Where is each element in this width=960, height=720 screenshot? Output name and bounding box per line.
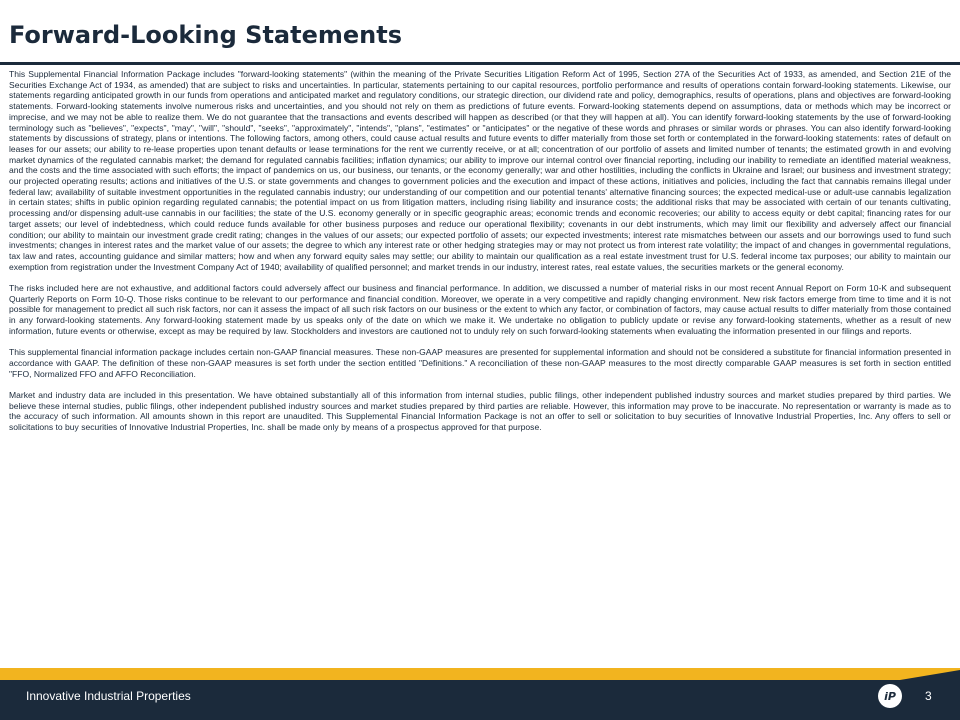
title-divider xyxy=(0,62,960,65)
footer-gold-stripe xyxy=(0,668,960,680)
paragraph-market-data: Market and industry data are included in this presentation. We have obtained substantially all of this information from internal studies, public filings, other independent published industry sources and market studies prepared by third parties. We believe these internal studies, public filings, other independent published industry sources and market studies prepared by third parties are reliable. However, this information may prove to be inaccurate. No representation or warranty is made as to the accuracy of such information. All amounts shown in this report are unaudited. This Supplemental Financial Information Package is not an offer to sell or solicitation to buy securities of Innovative Industrial Properties, Inc. Any offers to sell or solicitations to buy securities of Innovative Industrial Properties, Inc. shall be made only by means of a prospectus approved for that purpose. xyxy=(9,390,951,433)
footer-company-name: Innovative Industrial Properties xyxy=(26,689,191,703)
paragraph-forward-looking: This Supplemental Financial Information Package includes "forward-looking statements" (within the meaning of the Private Securities Litigation Reform Act of 1995, Section 27A of the Securities Act of 1933, as amended, and Section 21E of the Securities Exchange Act of 1934, as amended) that are subject to risks and uncertainties. In particular, statements pertaining to our capital resources, portfolio performance and results of operations contain forward-looking statements. Likewise, our statements regarding anticipated growth in our funds from operations and anticipated market and regulatory conditions, our strategic direction, our dividend rate and policy, demographics, results of operations, plans and objectives are forward-looking statements. Forward-looking statements involve numerous risks and uncertainties, and you should not rely on them as predictions of future events. Forward-looking statements depend on assumptions, data or methods which may be incorrect or imprecise, and we may not be able to realize them. We do not guarantee that the transactions and events described will happen as described (or that they will happen at all). You can identify forward-looking statements by the use of forward-looking terminology such as "believes", "expects", "may", "will", "should", "seeks", "approximately", "intends", "plans", "estimates" or "anticipates" or the negative of these words and phrases or similar words or phrases. You can also identify forward-looking statements by discussions of strategy, plans or intentions. The following factors, among others, could cause actual results and future events to differ materially from those set forth or contemplated in the forward-looking statements: rates of default on leases for our assets; our ability to re-lease properties upon tenant defaults or lease terminations for the rent we currently receive, or at all; concentration of our portfolio of assets and limited number of tenants; the estimated growth in and evolving market dynamics of the regulated cannabis market; the demand for regulated cannabis facilities; inflation dynamics; our ability to improve our internal control over financial reporting, including our inability to remediate an identified material weakness, and the costs and the time associated with such efforts; the impact of pandemics on us, our business, our tenants, or the economy generally; war and other hostilities, including the conflicts in Ukraine and Israel; our business and investment strategy; our projected operating results; actions and initiatives of the U.S. or state governments and changes to government policies and the execution and impact of these actions, initiatives and policies, including the fact that cannabis remains illegal under federal law; availability of suitable investment opportunities in the regulated cannabis industry; our understanding of our competition and our potential tenants' alternative financing sources; the expected medical-use or adult-use cannabis legalization in certain states; shifts in public opinion regarding regulated cannabis; the potential impact on us from litigation matters, including rising liability and insurance costs; the additional risks that may be associated with certain of our tenants cultivating, processing and/or dispensing adult-use cannabis in our facilities; the state of the U.S. economy generally or in specific geographic areas; economic trends and economic recoveries; our ability to access equity or debt capital; financing rates for our target assets; our level of indebtedness, which could reduce funds available for other business purposes and reduce our operational flexibility; covenants in our debt instruments, which may limit our flexibility and adversely affect our financial condition; our ability to maintain our investment grade credit rating; changes in the values of our assets; our expected portfolio of assets; our expected investments; interest rate mismatches between our assets and our borrowings used to fund such investments; changes in interest rates and the market value of our assets; the degree to which any interest rate or other hedging strategies may or may not protect us from interest rate volatility; the impact of and changes in governmental regulations, tax law and rates, accounting guidance and similar matters; how and when any forward equity sales may settle; our ability to maintain our qualification as a real estate investment trust for U.S. federal income tax purposes; our ability to maintain our exemption from registration under the Investment Company Act of 1940; availability of qualified personnel; and market trends in our industry, interest rates, real estate values, the securities markets or the general economy. xyxy=(9,69,951,272)
page-title: Forward-Looking Statements xyxy=(9,21,402,49)
company-logo-icon xyxy=(878,684,902,708)
paragraph-non-gaap: This supplemental financial information package includes certain non-GAAP financial measures. These non-GAAP measures are presented for supplemental information and should not be considered a substitute for financial information presented in accordance with GAAP. The definition of these non-GAAP measures is set forth under the section entitled "Definitions." A reconciliation of these non-GAAP measures to the most directly comparable GAAP measures is set forth in section entitled "FFO, Normalized FFO and AFFO Reconciliation. xyxy=(9,347,951,379)
disclaimer-body xyxy=(9,69,951,444)
paragraph-risks: The risks included here are not exhaustive, and additional factors could adversely affect our business and financial performance. In addition, we discussed a number of material risks in our most recent Annual Report on Form 10-K and subsequent Quarterly Reports on Form 10-Q. Those risks continue to be relevant to our performance and financial condition. Moreover, we operate in a very competitive and rapidly changing environment. New risk factors emerge from time to time and it is not possible for management to predict all such risk factors, nor can it assess the impact of all such risk factors on our business or the extent to which any factor, or combination of factors, may cause actual results to differ materially from those contained in any forward-looking statements. Any forward-looking statement made by us speaks only of the date on which we make it. We undertake no obligation to publicly update or revise any forward-looking statements, whether as a result of new information, future events or otherwise, except as may be required by law. Stockholders and investors are cautioned not to unduly rely on such forward-looking statements when evaluating the information presented in our filings and reports. xyxy=(9,283,951,336)
page-number: 3 xyxy=(925,689,932,703)
logo-lettering: iP xyxy=(884,689,896,703)
